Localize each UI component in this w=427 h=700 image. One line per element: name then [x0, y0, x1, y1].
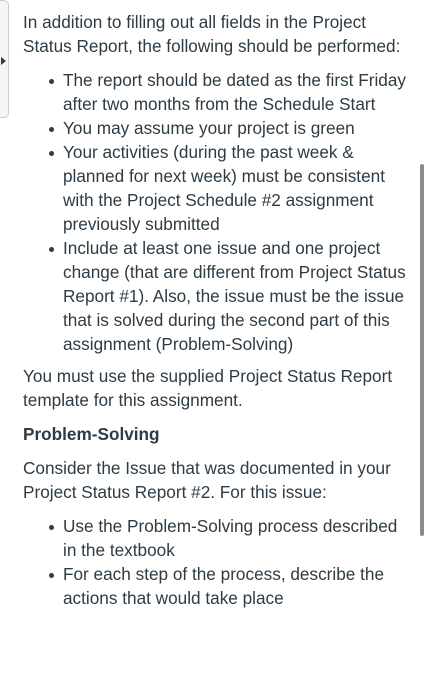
list-item: Your activities (during the past week & planned for next week) must be consistent with the Project Schedule #2 assignment previously submitted [63, 140, 408, 236]
expand-arrow-icon[interactable] [1, 57, 6, 65]
list-item: You may assume your project is green [63, 116, 408, 140]
requirements-list [23, 68, 408, 356]
list-item: Include at least one issue and one project change (that are different from Project Status Report #1). Also, the issue must be the issue that is solved during the second part of this assignment (Problem-Solving) [63, 236, 408, 356]
section-intro: Consider the Issue that was documented in your Project Status Report #2. For this issue: [23, 458, 391, 502]
list-item: For each step of the process, describe the actions that would take place [63, 562, 408, 610]
section-heading: Problem-Solving [23, 424, 160, 444]
steps-list [23, 514, 408, 610]
collapse-panel-handle[interactable] [0, 0, 9, 118]
template-note: You must use the supplied Project Status Report template for this assignment. [23, 366, 393, 410]
list-item: Use the Problem-Solving process described in the textbook [63, 514, 408, 562]
scrollbar[interactable] [420, 164, 424, 536]
assignment-description [23, 10, 408, 618]
intro-paragraph: In addition to filling out all fields in the Project Status Report, the following should be performed: [23, 12, 401, 56]
list-item: The report should be dated as the first Friday after two months from the Schedule Start [63, 68, 408, 116]
